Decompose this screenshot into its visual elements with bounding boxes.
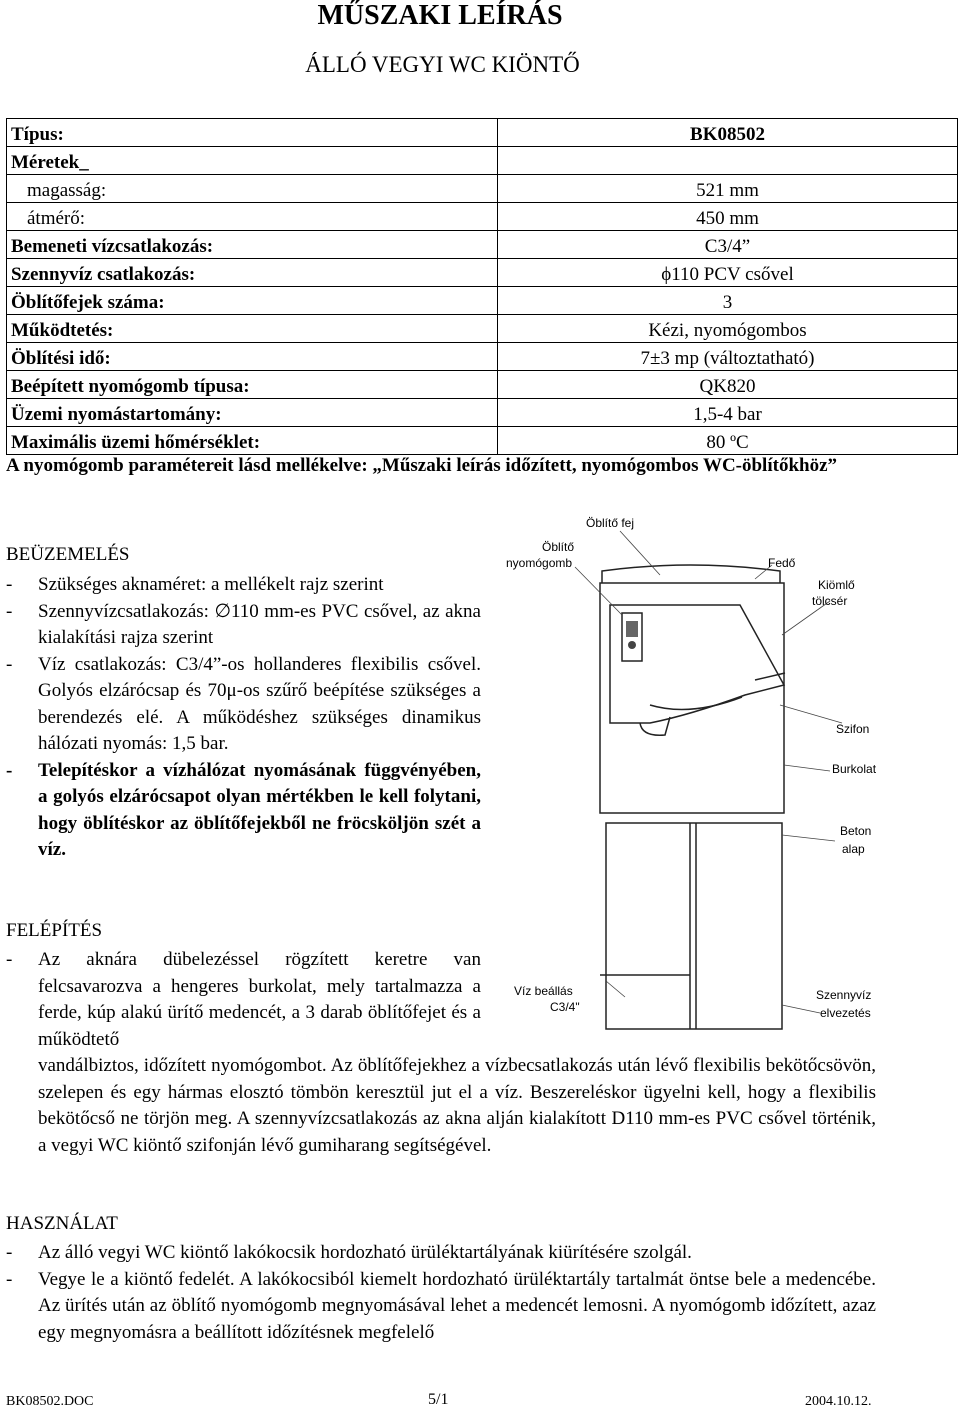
- housing-shape: [600, 583, 784, 813]
- spec-label: Típus:: [7, 119, 498, 147]
- spec-value: QK820: [498, 371, 958, 399]
- spec-label: Méretek_: [7, 147, 498, 175]
- label-szennyviz-2: elvezetés: [820, 1006, 871, 1020]
- list-item: - Víz csatlakozás: C3/4”-os hollanderes flexibilis csővel. Golyós elzárócsap és 70μ-os szűrő beépítése szükséges a berendezés elé. A működéshez szükséges dinamikus hálózati nyomás: 1,5 bar.: [6, 653, 481, 754]
- label-kiomlo-1: Kiömlő: [818, 578, 855, 592]
- attachment-note: A nyomógomb paramétereit lásd mellékelve: „Műszaki leírás időzített, nyomógombos WC-öblítőkhöz”: [6, 455, 838, 476]
- spec-value: Kézi, nyomógombos: [498, 315, 958, 343]
- label-oblito-nyomogomb-2: nyomógomb: [506, 556, 573, 570]
- list-item-text: Vegye le a kiöntő fedelét. A lakókocsiból kiemelt hordozható ürüléktartály tartalmát öntse bele a medencébe. Az ürítés után az öblítő nyomógomb megnyomásával lehet a medencét lemosni. A nyomógomb időzített, azaz egy megnyomásra a beállított időzítésnek megfelelő: [38, 1268, 876, 1343]
- document-title: MŰSZAKI LEÍRÁS: [317, 0, 563, 31]
- spec-label: Bemeneti vízcsatlakozás:: [7, 231, 498, 259]
- section-heading-beuzemeles: BEÜZEMELÉS: [6, 544, 130, 565]
- footer-date: 2004.10.12.: [805, 1394, 872, 1409]
- label-burkolat: Burkolat: [832, 762, 877, 776]
- spec-value: BK08502: [498, 119, 958, 147]
- table-row: [7, 315, 958, 343]
- spec-value: [498, 147, 958, 175]
- hasznalat-list: [6, 1240, 876, 1346]
- list-item: - Vegye le a kiöntő fedelét. A lakókocsiból kiemelt hordozható ürüléktartály tartalmát öntse bele a medencébe. Az ürítés után az öblítő nyomógomb megnyomásával lehet a medencét lemosni. A nyomógomb időzített, azaz egy megnyomásra a beállított időzítésnek megfelelő: [6, 1268, 876, 1343]
- spec-value: 1,5-4 bar: [498, 399, 958, 427]
- concrete-base-shape: [606, 823, 782, 1029]
- installation-diagram: [490, 505, 960, 1045]
- spec-value: 450 mm: [498, 203, 958, 231]
- list-item-text: Szükséges aknaméret: a mellékelt rajz szerint: [38, 574, 384, 595]
- label-szifon: Szifon: [836, 722, 870, 736]
- felepites-wide: vandálbiztos, időzített nyomógombot. Az öblítőfejekhez a vízbecsatlakozás után lévő flexibilis bekötőcsövön, szelepen és egy hármas elosztó tömbön keresztül jut el a víz. Beszereléskor ügyelni kell, hogy a flexibilis bekötőcső ne törjön meg. A szennyvízcsatlakozás az akna alján kialakított D110 mm-es PVC csővel történik, a vegyi WC kiöntő szifonján lévő gumiharang segítségével.: [38, 1055, 876, 1156]
- list-item-text: Telepítéskor a vízhálózat nyomásának függvényében, a golyós elzárócsapot olyan mértékben le kell folytani, hogy öblítéskor az öblítőfejekből ne fröcsköljön szét a víz.: [38, 759, 481, 860]
- felepites-narrow: [6, 947, 481, 1053]
- footer-filename: BK08502.DOC: [6, 1394, 94, 1409]
- label-kiomlo-2: tölcsér: [812, 594, 848, 608]
- list-item-text: Szennyvízcsatlakozás: ∅110 mm-es PVC csővel, az akna kialakítási rajza szerint: [38, 600, 481, 648]
- spec-value: 7±3 mp (változtatható): [498, 343, 958, 371]
- spec-label: Maximális üzemi hőmérséklet:: [7, 427, 498, 455]
- list-item: - Telepítéskor a vízhálózat nyomásának függvényében, a golyós elzárócsapot olyan mértékben le kell folytani, hogy öblítéskor az öblítőfejekből ne fröcsköljön szét a víz.: [6, 759, 481, 860]
- paragraph-text: Az aknára dübelezéssel rögzített keretre van felcsavarozva a hengeres burkolat, mely tartalmazza a ferde, kúp alakú ürítő medencét, a 3 darab öblítőfejet és a működtető: [38, 949, 481, 1050]
- beuzemeles-list: [6, 572, 481, 864]
- spec-value: 521 mm: [498, 175, 958, 203]
- table-row: [7, 203, 958, 231]
- label-fedo: Fedő: [768, 556, 796, 570]
- spec-value: 3: [498, 287, 958, 315]
- label-beton-2: alap: [842, 842, 865, 856]
- spec-value: C3/4”: [498, 231, 958, 259]
- label-oblito-fej: Öblítő fej: [586, 516, 635, 530]
- spec-label: Üzemi nyomástartomány:: [7, 399, 498, 427]
- footer-page: 5/1: [428, 1391, 449, 1408]
- table-row: [7, 343, 958, 371]
- section-heading-felepites: FELÉPÍTÉS: [6, 920, 103, 941]
- spec-label: Szennyvíz csatlakozás:: [7, 259, 498, 287]
- document-subtitle: ÁLLÓ VEGYI WC KIÖNTŐ: [305, 52, 580, 77]
- list-item: - Szennyvízcsatlakozás: ∅110 mm-es PVC csővel, az akna kialakítási rajza szerint: [6, 600, 481, 648]
- spec-value: 80 ºC: [498, 427, 958, 455]
- table-row: [7, 427, 958, 455]
- spec-table: [6, 118, 958, 455]
- list-item: - Az álló vegyi WC kiöntő lakókocsik hordozható ürüléktartályának kiürítésére szolgál.: [6, 1242, 692, 1263]
- spec-label: magasság:: [7, 175, 498, 203]
- spec-label: Beépített nyomógomb típusa:: [7, 371, 498, 399]
- list-item-text: Az álló vegyi WC kiöntő lakókocsik hordozható ürüléktartályának kiürítésére szolgál.: [38, 1242, 692, 1263]
- table-row: [7, 175, 958, 203]
- spec-label: Öblítőfejek száma:: [7, 287, 498, 315]
- lid-shape: [602, 565, 780, 583]
- label-szennyviz-1: Szennyvíz: [816, 988, 872, 1002]
- spec-value: ϕ110 PCV csővel: [498, 259, 958, 287]
- label-oblito-nyomogomb-1: Öblítő: [542, 540, 575, 554]
- list-item: - Szükséges aknaméret: a mellékelt rajz szerint: [6, 574, 384, 595]
- list-item: - Az aknára dübelezéssel rögzített keretre van felcsavarozva a hengeres burkolat, mely tartalmazza a ferde, kúp alakú ürítő medencét, a 3 darab öblítőfejet és a működtető: [6, 949, 481, 1050]
- table-row: [7, 399, 958, 427]
- spec-label: Öblítési idő:: [7, 343, 498, 371]
- label-beton-1: Beton: [840, 824, 872, 838]
- section-heading-hasznalat: HASZNÁLAT: [6, 1213, 118, 1234]
- label-viz-1: Víz beállás: [514, 984, 573, 998]
- table-row: [7, 259, 958, 287]
- table-row: [7, 231, 958, 259]
- table-row: [7, 147, 958, 175]
- table-row: [7, 371, 958, 399]
- table-row: [7, 119, 958, 147]
- spec-label: átmérő:: [7, 203, 498, 231]
- table-row: [7, 287, 958, 315]
- list-item-text: Víz csatlakozás: C3/4”-os hollanderes flexibilis csővel. Golyós elzárócsap és 70μ-os szűrő beépítése szükséges a berendezés elé. A működéshez szükséges dinamikus hálózati nyomás: 1,5 bar.: [38, 653, 481, 754]
- label-viz-2: C3/4": [550, 1000, 580, 1014]
- spec-label: Működtetés:: [7, 315, 498, 343]
